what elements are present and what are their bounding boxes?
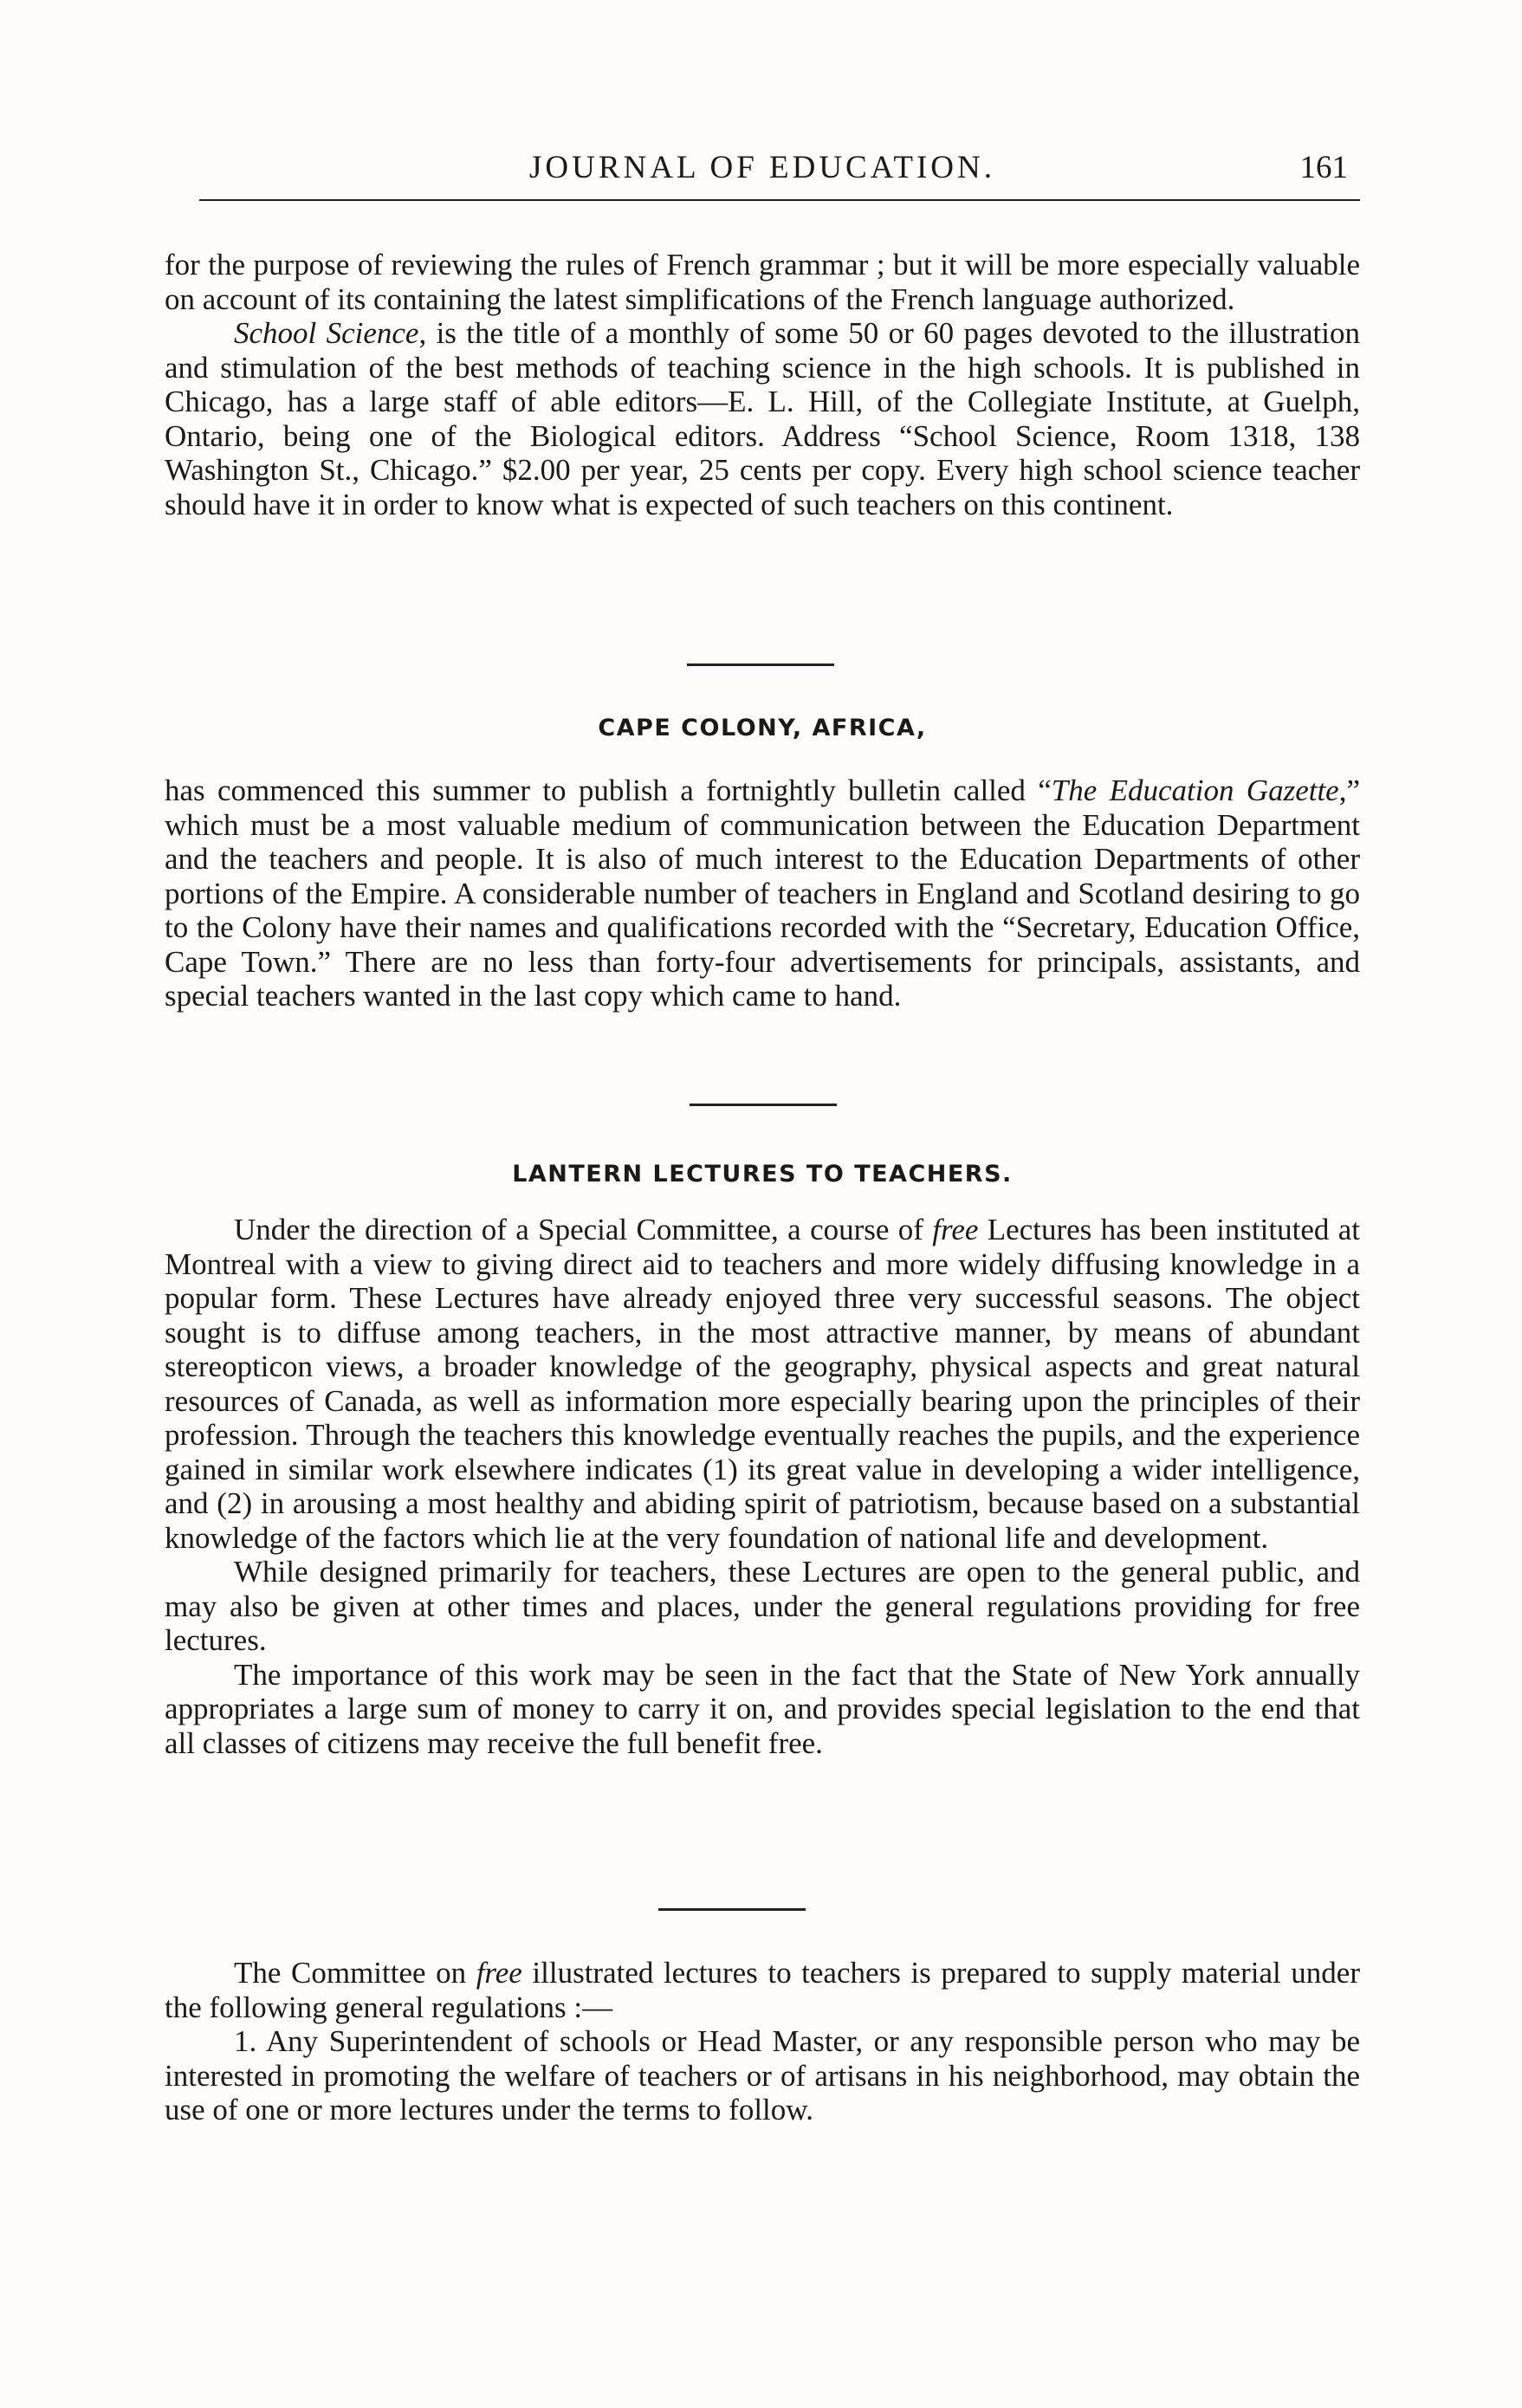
- cape-colony-section: [165, 774, 1360, 1013]
- section-separator-3: [658, 1908, 806, 1911]
- school-science-text: , is the title of a monthly of some 50 or 60 pages devoted to the illustration and stimulation of the best methods of teaching science in the high schools. It is published in Chicago, has a large staff of able editors—E. L. Hill, of the Collegiate Institute, at Guelph, Ontario, being one of the Biological editors. Address “School Science, Room 1318, 138 Washington St., Chicago.” $2.00 per year, 25 cents per copy. Every high school science teacher should have it in order to know what is expected of such teachers on this continent.: [165, 316, 1361, 521]
- lantern-paragraph-1: [165, 1213, 1360, 1555]
- free-emphasis-2: free: [476, 1956, 522, 1990]
- education-gazette-title: The Education Gazette: [1051, 774, 1339, 807]
- cape-colony-text-a: has commenced this summer to publish a fortnightly bulletin called “: [165, 774, 1052, 807]
- regulations-text-a: The Committee on: [234, 1956, 476, 1990]
- cape-colony-heading: CAPE COLONY, AFRICA,: [598, 715, 927, 741]
- reviews-paragraph-1: for the purpose of reviewing the rules of French grammar ; but it will be more especially valuable on account of its containing the latest simplifications of the French language authorized.: [165, 248, 1360, 316]
- section-separator-2: [690, 1104, 837, 1106]
- school-science-paragraph: [165, 316, 1360, 521]
- regulations-intro: [165, 1956, 1360, 2024]
- reviews-section: [165, 248, 1360, 521]
- lantern-lectures-section: [165, 1213, 1360, 1760]
- regulation-item-1: 1. Any Superintendent of schools or Head Master, or any responsible person who may be interested in promoting the welfare of teachers or of artisans in his neighborhood, may obtain the use of one or more lectures under the terms to follow.: [165, 2024, 1360, 2126]
- lantern-p1-text-b: Lectures has been instituted at Montreal with a view to giving direct aid to teachers and more widely diffusing knowledge in a popular form. These Lectures have already enjoyed three very successful seasons. The object sought is to diffuse among teachers, in the most attractive manner, by means of abundant stereopticon views, a broader knowledge of the geography, physical aspects and great natural resources of Canada, as well as information more especially bearing upon the principles of their profession. Through the teachers this knowledge eventually reaches the pupils, and the experience gained in similar work elsewhere indicates (1) its great value in developing a wider intelligence, and (2) in arousing a most healthy and abiding spirit of patriotism, because based on a substantial knowledge of the factors which lie at the very foundation of national life and development.: [165, 1213, 1360, 1555]
- lantern-paragraph-3: The importance of this work may be seen in the fact that the State of New York annually appropriates a large sum of money to carry it on, and provides special legislation to the end that all classes of citizens may receive the full benefit free.: [165, 1657, 1360, 1760]
- free-emphasis: free: [932, 1213, 979, 1246]
- lantern-paragraph-2: While designed primarily for teachers, these Lectures are open to the general public, and may also be given at other times and places, under the general regulations providing for free lectures.: [165, 1555, 1360, 1657]
- cape-colony-paragraph: [165, 774, 1360, 1013]
- lantern-p1-text-a: Under the direction of a Special Committee, a course of: [234, 1213, 933, 1246]
- cape-colony-text-b: ,” which must be a most valuable medium of communication between the Education Department and the teachers and people. It is also of much interest to the Education Departments of other portions of the Empire. A considerable number of teachers in England and Scotland desiring to go to the Colony have their names and qualifications recorded with the “Secretary, Education Office, Cape Town.” There are no less than forty-four advertisements for principals, assistants, and special teachers wanted in the last copy which came to hand.: [165, 774, 1361, 1013]
- section-separator-1: [687, 663, 834, 666]
- lantern-lectures-heading: LANTERN LECTURES TO TEACHERS.: [512, 1161, 1013, 1188]
- regulations-text-b: illustrated lectures to teachers is prepared to supply material under the following general regulations :—: [165, 1956, 1360, 2024]
- regulations-section: [165, 1956, 1360, 2127]
- header-rule: [199, 199, 1360, 201]
- school-science-title: School Science: [234, 316, 419, 350]
- page-header: [165, 146, 1360, 206]
- running-title: JOURNAL OF EDUCATION.: [529, 150, 995, 185]
- page-number: 161: [1299, 150, 1348, 185]
